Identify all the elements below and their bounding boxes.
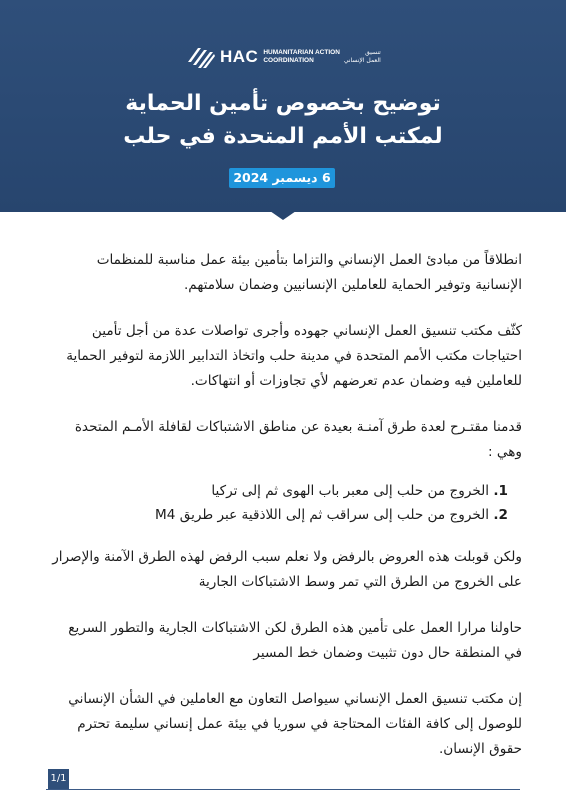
list-item-number: 1. — [493, 483, 508, 499]
paragraph-commitment: إن مكتب تنسيق العمل الإنساني سيواصل التعاون مع العاملين في الشأن الإنساني للوصول إلى كافة الفئات المحتاجة في سوريا في بيئة عمل إنساني سليمة تحترم حقوق الإنسان. — [68, 691, 522, 757]
logo-english-text — [263, 49, 340, 65]
paragraph-attempts: حاولنا مرارا العمل على تأمين هذه الطرق لكن الاشتباكات الجارية والتطور السريع في المنطقة حال دون تثبيت وضمان خط المسير — [68, 620, 522, 661]
hac-logo-mark-icon — [186, 44, 216, 70]
footer-divider — [46, 789, 520, 790]
logo-english-line2: COORDINATION — [263, 57, 314, 64]
header-notch — [270, 211, 296, 220]
list-item-number: 2. — [493, 507, 508, 523]
paragraph-rejection: ولكن قوبلت هذه العروض بالرفض ولا نعلم سبب الرفض لهذه الطرق الآمنة والإصرار على الخروج من الطرق التي تمر وسط الاشتباكات الجارية — [52, 549, 522, 590]
paragraph-efforts: كثّف مكتب تنسيق العمل الإنساني جهوده وأجرى تواصلات عدة من أجل تأمين احتياجات مكتب الأمم المتحدة في مدينة حلب واتخاذ التدابير اللازمة لتوفير الحماية للعاملين فيه وضمان عدم تعرضهم لأي تجاوزات أو انتهاكات. — [66, 323, 522, 389]
logo-arabic-line2: العمل الإنساني — [343, 57, 381, 64]
list-item-text: الخروج من حلب إلى سراقب ثم إلى اللاذقية عبر طريق M4 — [155, 507, 490, 523]
list-item-text: الخروج من حلب إلى معبر باب الهوى ثم إلى تركيا — [211, 483, 490, 499]
logo-arabic-text — [344, 49, 381, 65]
paragraph-intro: انطلاقاً من مبادئ العمل الإنساني والتزاما بتأمين بيئة عمل مناسبة للمنظمات الإنسانية وتوفير الحماية للعاملين الإنسانيين وضمان سلامتهم. — [96, 252, 522, 293]
logo-abbr: HAC — [220, 47, 259, 66]
logo-arabic-line1: تنسيق — [365, 49, 381, 56]
header-banner — [0, 0, 566, 212]
document-body — [48, 248, 522, 762]
list-item — [48, 503, 522, 527]
page-number: 1/1 — [48, 769, 69, 789]
date-badge: 6 ديسمبر 2024 — [229, 168, 335, 188]
page-title-line1: توضيح بخصوص تأمين الحماية — [125, 91, 441, 116]
list-item — [48, 479, 522, 503]
paragraph-proposal: قدمنا مقتـرح لعدة طرق آمنـة بعيدة عن مناطق الاشتباكات لقافلة الأمـم المتحدة وهي : — [74, 419, 522, 460]
page-title-line2: لمكتب الأمم المتحدة في حلب — [123, 124, 443, 149]
hac-logo — [186, 44, 381, 70]
logo-english-line1: HUMANITARIAN ACTION — [263, 49, 340, 56]
